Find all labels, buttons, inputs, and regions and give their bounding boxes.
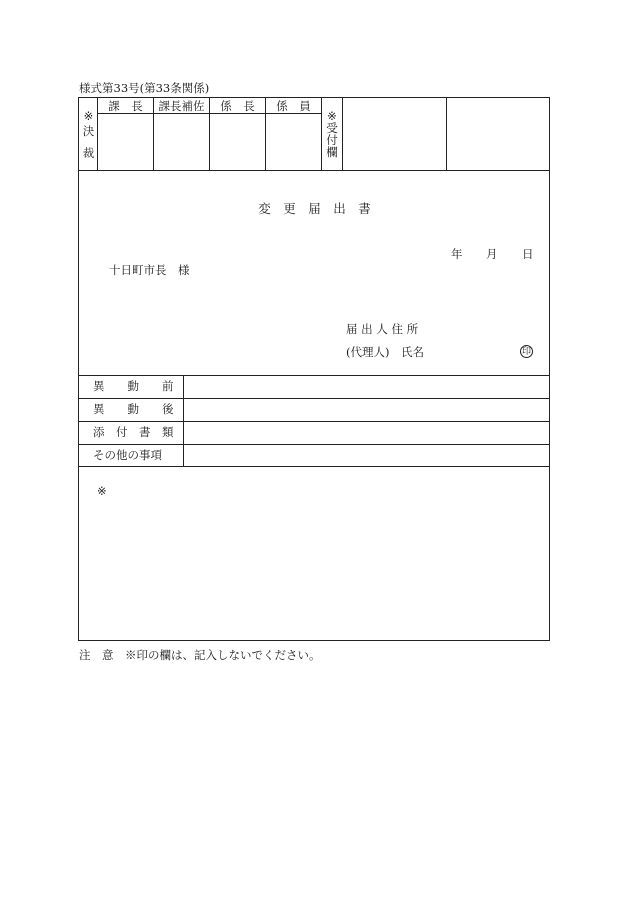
applicant-name-label: (代理人) 氏名: [346, 345, 424, 359]
reception-label-divider: [342, 98, 343, 171]
reception-label-2: 付: [326, 133, 338, 147]
approval-col-unit-chief: 係 長: [220, 99, 255, 113]
form-number: 様式第33号(第33条関係): [79, 81, 210, 95]
date-month: 月: [486, 247, 498, 261]
reception-label-3: 欄: [326, 145, 338, 159]
approval-mark: ※: [83, 109, 94, 123]
reception-mark: ※: [327, 109, 337, 123]
rows-top-line: [79, 375, 550, 376]
row-label-other: その他の事項: [93, 448, 162, 462]
row-label-before-change: 異 動 前: [93, 379, 174, 393]
date-year: 年: [451, 247, 463, 261]
approval-label-2: 裁: [82, 146, 95, 160]
reception-col-divider: [446, 98, 447, 171]
applicant-address-label: 届 出 人 住 所: [346, 322, 419, 336]
row-divider-3: [79, 444, 550, 445]
row-divider-1: [79, 398, 550, 399]
rows-label-divider: [183, 375, 184, 467]
seal-mark: 印: [521, 347, 531, 357]
approval-col-assistant-chief: 課長補佐: [158, 99, 205, 113]
row-divider-2: [79, 421, 550, 422]
approval-col-staff: 係 員: [276, 99, 311, 113]
approval-col-section-chief: 課 長: [108, 99, 143, 113]
row-label-after-change: 異 動 後: [93, 402, 174, 416]
row-label-attachments: 添 付 書 類: [93, 425, 174, 439]
header-bottom-line: [79, 170, 550, 171]
document-title: 変 更 届 出 書: [258, 201, 371, 216]
form-frame: [78, 97, 550, 641]
reception-label-1: 受: [326, 121, 338, 135]
addressee: 十日町市長 様: [109, 263, 190, 277]
date-day: 日: [522, 247, 534, 261]
rows-bottom-line: [79, 466, 550, 467]
approval-label-1: 決: [82, 124, 95, 138]
note: 注 意 ※印の欄は、記入しないでください。: [79, 648, 321, 662]
office-use-mark: ※: [97, 484, 107, 498]
